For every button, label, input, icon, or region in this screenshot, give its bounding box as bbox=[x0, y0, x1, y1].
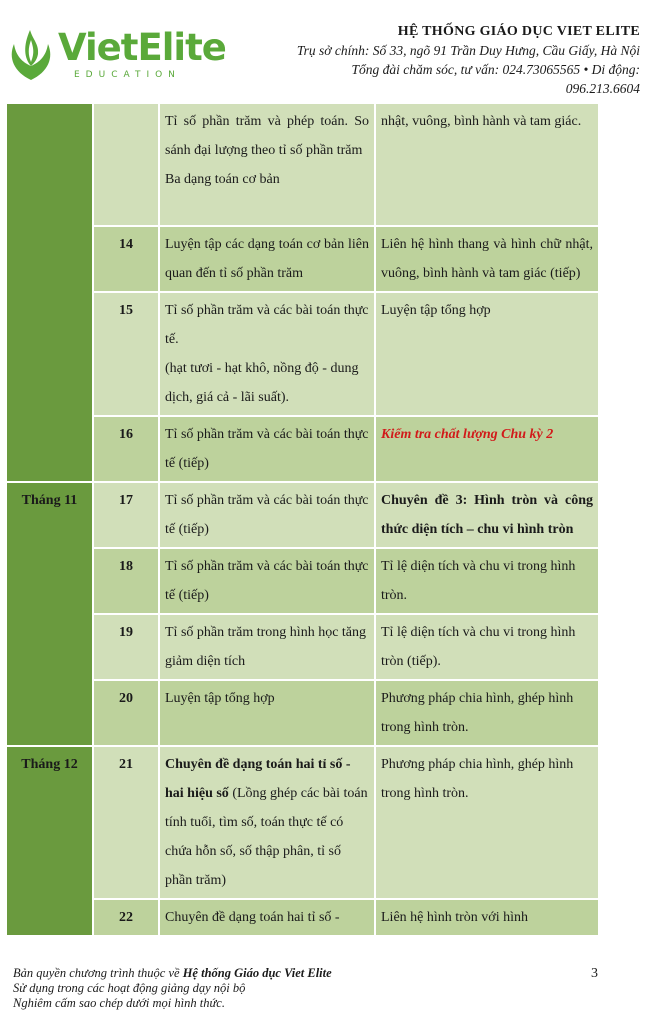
table-row bbox=[6, 614, 599, 680]
copy-prohibition-line: Nghiêm cấm sao chép dưới mọi hình thức. bbox=[13, 996, 225, 1010]
table-row bbox=[6, 292, 599, 416]
page-number: 3 bbox=[591, 966, 598, 981]
lesson-content: Tỉ số phần trăm và các bài toán thực tế (tiếp) bbox=[159, 482, 375, 548]
lesson-content: Tỉ số phần trăm và các bài toán thực tế (tiếp) bbox=[159, 548, 375, 614]
lesson-topic: Liên hệ hình tròn với hình bbox=[375, 899, 599, 936]
week-number: 14 bbox=[93, 226, 159, 292]
lesson-topic: Chuyên đề 3: Hình tròn và công thức diện tích – chu vi hình tròn bbox=[375, 482, 599, 548]
usage-line: Sử dụng trong các hoạt động giảng dạy nội bộ bbox=[13, 981, 246, 995]
lesson-topic: Tỉ lệ diện tích và chu vi trong hình tròn (tiếp). bbox=[375, 614, 599, 680]
viet-elite-logo bbox=[6, 22, 226, 88]
week-number: 21 bbox=[93, 746, 159, 899]
table-row bbox=[6, 103, 599, 226]
lesson-topic: Liên hệ hình thang và hình chữ nhật, vuông, bình hành và tam giác (tiếp) bbox=[375, 226, 599, 292]
page-footer bbox=[13, 966, 603, 1011]
lesson-content-bold: Chuyên đề dạng toán hai tỉ số - hai hiệu số bbox=[165, 757, 351, 801]
month-cell-empty bbox=[6, 103, 93, 482]
logo-subtext: EDUCATION bbox=[74, 70, 181, 80]
lesson-topic bbox=[375, 416, 599, 482]
lesson-topic: Phương pháp chia hình, ghép hình trong hình tròn. bbox=[375, 680, 599, 746]
table-row bbox=[6, 899, 599, 936]
table-row bbox=[6, 226, 599, 292]
header-hotline: Tổng đài chăm sóc, tư vấn: 024.73065565 • Di động: bbox=[351, 62, 640, 77]
header-contact bbox=[297, 22, 640, 98]
table-row bbox=[6, 548, 599, 614]
lesson-content: Tỉ số phần trăm và phép toán. So sánh đại lượng theo tỉ số phần trăm Ba dạng toán cơ bản bbox=[159, 103, 375, 226]
logo-wordmark: VietElite bbox=[58, 26, 226, 69]
lesson-topic: Luyện tập tổng hợp bbox=[375, 292, 599, 416]
checkpoint-label: Kiểm tra chất lượng Chu kỳ 2 bbox=[381, 427, 554, 442]
lesson-content: Chuyên đề dạng toán hai tỉ số - bbox=[159, 899, 375, 936]
table-row bbox=[6, 680, 599, 746]
month-cell-december: Tháng 12 bbox=[6, 746, 93, 936]
table-row bbox=[6, 482, 599, 548]
lesson-content: Chuyên đề dạng toán hai tỉ số - hai hiệu số (Lồng ghép các bài toán tính tuổi, tìm số, toán thực tế có chứa hỗn số, số thập phân, tỉ số phần trăm) bbox=[159, 746, 375, 899]
lesson-content: Tỉ số phần trăm và các bài toán thực tế (tiếp) bbox=[159, 416, 375, 482]
lesson-content: Tỉ số phần trăm trong hình học tăng giảm diện tích bbox=[159, 614, 375, 680]
table-row bbox=[6, 416, 599, 482]
copyright-line: Bản quyền chương trình thuộc về Hệ thống Giáo dục Viet Elite bbox=[13, 966, 332, 980]
month-cell-november: Tháng 11 bbox=[6, 482, 93, 746]
page-header bbox=[0, 0, 648, 100]
lesson-topic: nhật, vuông, bình hành và tam giác. bbox=[375, 103, 599, 226]
header-address: Trụ sở chính: Số 33, ngõ 91 Trần Duy Hưng, Cầu Giấy, Hà Nội bbox=[296, 43, 640, 58]
curriculum-table bbox=[5, 102, 600, 937]
lesson-content: Luyện tập các dạng toán cơ bản liên quan đến tỉ số phần trăm bbox=[159, 226, 375, 292]
lesson-topic: Phương pháp chia hình, ghép hình trong hình tròn. bbox=[375, 746, 599, 899]
week-number: 15 bbox=[93, 292, 159, 416]
table-row bbox=[6, 746, 599, 899]
week-number bbox=[93, 103, 159, 226]
lesson-content: Tỉ số phần trăm và các bài toán thực tế. (hạt tươi - hạt khô, nồng độ - dung dịch, giá cả - lãi suất). bbox=[159, 292, 375, 416]
lesson-content: Luyện tập tổng hợp bbox=[159, 680, 375, 746]
week-number: 20 bbox=[93, 680, 159, 746]
week-number: 16 bbox=[93, 416, 159, 482]
organization-title: HỆ THỐNG GIÁO DỤC VIET ELITE bbox=[397, 24, 640, 39]
header-mobile: 096.213.6604 bbox=[565, 81, 640, 96]
lesson-topic: Tỉ lệ diện tích và chu vi trong hình tròn. bbox=[375, 548, 599, 614]
week-number: 22 bbox=[93, 899, 159, 936]
flame-leaf-icon bbox=[6, 22, 56, 84]
week-number: 19 bbox=[93, 614, 159, 680]
week-number: 17 bbox=[93, 482, 159, 548]
week-number: 18 bbox=[93, 548, 159, 614]
